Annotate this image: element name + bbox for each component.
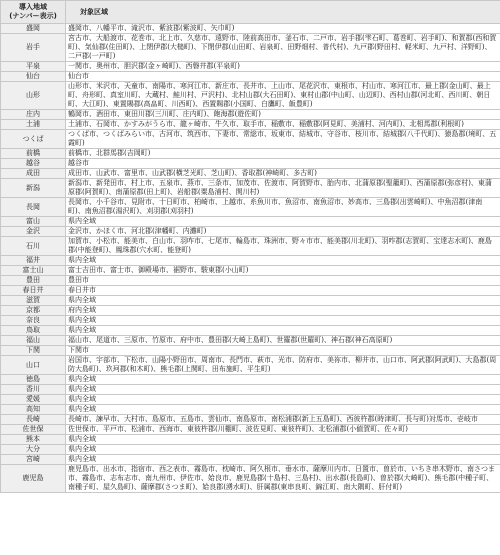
table-row bbox=[1, 296, 500, 306]
table-row bbox=[1, 465, 500, 493]
table-row bbox=[1, 266, 500, 276]
area-column-header: 対象区域 bbox=[66, 1, 500, 24]
area-cell: 仙台市 bbox=[66, 72, 500, 82]
table-row bbox=[1, 425, 500, 435]
table-row bbox=[1, 435, 500, 445]
region-cell: 土浦 bbox=[1, 120, 66, 130]
area-cell: 富士吉田市、富士市、御殿場市、裾野市、駿東郡(小山町) bbox=[66, 266, 500, 276]
table-body bbox=[1, 24, 500, 493]
region-cell: 富士山 bbox=[1, 266, 66, 276]
area-cell: 前橋市、北群馬郡(吉岡町) bbox=[66, 149, 500, 159]
region-cell: 下関 bbox=[1, 346, 66, 356]
table-row bbox=[1, 34, 500, 62]
table-row bbox=[1, 179, 500, 198]
table-row bbox=[1, 405, 500, 415]
area-cell: 県内全域 bbox=[66, 326, 500, 336]
region-cell: 越谷 bbox=[1, 159, 66, 169]
region-cell: 福井 bbox=[1, 256, 66, 266]
area-cell: 豊田市 bbox=[66, 276, 500, 286]
region-cell: 仙台 bbox=[1, 72, 66, 82]
region-column-header bbox=[1, 1, 66, 24]
table-row bbox=[1, 326, 500, 336]
area-cell: 長崎市、諫早市、大村市、島原市、五島市、雲仙市、南島原市、南松浦郡(新上五島町)、西彼杵郡(時津町、長与町)対馬市、壱岐市 bbox=[66, 415, 500, 425]
region-cell: 京都 bbox=[1, 306, 66, 316]
area-cell: 鶴岡市、酒田市、東田川郡(三川町、庄内町)、飽海郡(遊佐町) bbox=[66, 110, 500, 120]
region-cell: 鹿児島 bbox=[1, 465, 66, 493]
table-row bbox=[1, 110, 500, 120]
table-row bbox=[1, 237, 500, 256]
area-cell: 県内全域 bbox=[66, 217, 500, 227]
area-cell: 山形市、米沢市、天童市、南陽市、寒河江市、新庄市、長井市、上山市、尾花沢市、東根市、村山市、寒河江市、最上郡(金山町、最上町、舟形町、真室川町、大蔵村、鮭川村、戸沢村)、北村山郡(大石田町)、東村山郡(中山町、山辺町)、西村山郡(河北町、西川町、朝日町、大江町)、東置賜郡(高畠町、川西町)、西置賜郡(小国町、白鷹町、飯豊町) bbox=[66, 82, 500, 110]
region-cell: 香川 bbox=[1, 385, 66, 395]
area-cell: 県内全域 bbox=[66, 316, 500, 326]
region-cell: 新潟 bbox=[1, 179, 66, 198]
region-cell: つくば bbox=[1, 130, 66, 149]
table-row bbox=[1, 227, 500, 237]
table-header bbox=[1, 1, 500, 24]
area-cell: 県内全域 bbox=[66, 395, 500, 405]
table-row bbox=[1, 395, 500, 405]
region-cell: 豊田 bbox=[1, 276, 66, 286]
region-cell: 熊本 bbox=[1, 435, 66, 445]
region-cell: 前橋 bbox=[1, 149, 66, 159]
area-cell: 県内全域 bbox=[66, 296, 500, 306]
area-cell: 長岡市、小千谷市、見附市、十日町市、柏崎市、上越市、糸魚川市、魚沼市、南魚沼市、妙高市、三島郡(出雲崎町)、中魚沼郡(津南町)、南魚沼郡(湯沢町)、刈羽郡(刈羽村) bbox=[66, 198, 500, 217]
area-cell: 新潟市、新発田市、村上市、五泉市、燕市、三条市、加茂市、佐渡市、阿賀野市、胎内市、北蒲原郡(聖籠町)、西蒲原郡(弥彦村)、東蒲原郡(阿賀町)、南蒲原郡(田上町)、岩船郡(粟島浦村、関川村) bbox=[66, 179, 500, 198]
area-cell: 越谷市 bbox=[66, 159, 500, 169]
area-cell: 金沢市、かほく市、河北郡(津幡町、内灘町) bbox=[66, 227, 500, 237]
table-row bbox=[1, 120, 500, 130]
area-cell: 宮古市、大船渡市、花巻市、北上市、久慈市、遠野市、陸前高田市、釜石市、二戸市、岩手郡(雫石町、葛巻町、岩手町)、和賀郡(西和賀町)、気仙郡(住田町)、上閉伊郡(大槌町)、下閉伊郡(山田町、岩泉町、田野畑村、普代村)、九戸郡(野田村、軽米町、九戸村、洋野町)、二戸郡(一戸町) bbox=[66, 34, 500, 62]
area-cell: 県内全域 bbox=[66, 405, 500, 415]
region-cell: 富山 bbox=[1, 217, 66, 227]
region-cell: 春日井 bbox=[1, 286, 66, 296]
region-cell: 平泉 bbox=[1, 62, 66, 72]
table-row bbox=[1, 385, 500, 395]
table-row bbox=[1, 217, 500, 227]
table-row bbox=[1, 24, 500, 34]
table-row bbox=[1, 455, 500, 465]
area-cell: 春日井市 bbox=[66, 286, 500, 296]
table-row bbox=[1, 316, 500, 326]
region-cell: 宮崎 bbox=[1, 455, 66, 465]
area-cell: つくば市、つくばみらい市、古河市、筑西市、下妻市、常総市、坂東市、結城市、守谷市、桜川市、結城郡(八千代町)、猿島郡(境町、五霞町) bbox=[66, 130, 500, 149]
region-cell: 山形 bbox=[1, 82, 66, 110]
table-row bbox=[1, 286, 500, 296]
table-row bbox=[1, 159, 500, 169]
table-row bbox=[1, 198, 500, 217]
table-row bbox=[1, 256, 500, 266]
area-cell: 福山市、尾道市、三原市、竹原市、府中市、豊田郡(大崎上島町)、世羅郡(世羅町)、神石郡(神石高原町) bbox=[66, 336, 500, 346]
region-cell: 長岡 bbox=[1, 198, 66, 217]
table-row bbox=[1, 149, 500, 159]
table-row bbox=[1, 445, 500, 455]
region-cell: 金沢 bbox=[1, 227, 66, 237]
table-row bbox=[1, 415, 500, 425]
area-cell: 県内全域 bbox=[66, 256, 500, 266]
area-cell: 県内全域 bbox=[66, 375, 500, 385]
region-cell: 愛媛 bbox=[1, 395, 66, 405]
region-cell: 滋賀 bbox=[1, 296, 66, 306]
region-header-line1: 導入地域 bbox=[19, 3, 47, 11]
region-cell: 長崎 bbox=[1, 415, 66, 425]
area-cell: 県内全域 bbox=[66, 445, 500, 455]
area-cell: 成田市、山武市、富里市、山武郡(横芝光町、芝山町)、香取郡(神崎町、多古町) bbox=[66, 169, 500, 179]
table-row bbox=[1, 276, 500, 286]
table-row bbox=[1, 375, 500, 385]
table-row bbox=[1, 62, 500, 72]
area-cell: 下関市 bbox=[66, 346, 500, 356]
region-cell: 奈良 bbox=[1, 316, 66, 326]
region-cell: 福山 bbox=[1, 336, 66, 346]
region-cell: 盛岡 bbox=[1, 24, 66, 34]
area-cell: 佐世保市、平戸市、松浦市、西海市、東彼杵郡(川棚町、波佐見町、東彼杵町)、北松浦郡(小値賀町、佐々町) bbox=[66, 425, 500, 435]
region-cell: 高知 bbox=[1, 405, 66, 415]
area-cell: 加賀市、小松市、能美市、白山市、羽咋市、七尾市、輪島市、珠洲市、野々市市、能美郡(川北町)、羽咋郡(志賀町、宝達志水町)、鹿島郡(中能登町)、鳳珠郡(穴水町、能登町) bbox=[66, 237, 500, 256]
table-row bbox=[1, 130, 500, 149]
area-cell: 岩国市、宇部市、下松市、山陽小野田市、周南市、長門市、萩市、光市、防府市、美祢市、柳井市、山口市、阿武郡(阿武町)、大島郡(周防大島町)、玖珂郡(和木町)、熊毛郡(上関町、田布施町、平生町) bbox=[66, 356, 500, 375]
region-cell: 岩手 bbox=[1, 34, 66, 62]
region-cell: 大分 bbox=[1, 445, 66, 455]
area-cell: 一関市、奥州市、胆沢郡(金ヶ崎町)、西磐井郡(平泉町) bbox=[66, 62, 500, 72]
area-cell: 盛岡市、八幡平市、滝沢市、紫波郡(紫波町、矢巾町) bbox=[66, 24, 500, 34]
region-cell: 庄内 bbox=[1, 110, 66, 120]
region-cell: 佐世保 bbox=[1, 425, 66, 435]
area-cell: 県内全域 bbox=[66, 435, 500, 445]
table-row bbox=[1, 306, 500, 316]
region-cell: 徳島 bbox=[1, 375, 66, 385]
area-cell: 鹿児島市、出水市、指宿市、西之表市、霧島市、枕崎市、阿久根市、垂水市、薩摩川内市、日置市、曽於市、いちき串木野市、南さつま市、霧島市、志布志市、南九州市、伊佐市、姶良市、鹿児島郡(十島村、三島村)、出水郡(長島町)、曽於郡(大崎町)、熊毛郡(中種子町、南種子町、屋久島町)、薩摩郡(さつま町)、姶良郡(湧水町)、肝属郡(東串良町、錦江町、南大隅町、肝付町) bbox=[66, 465, 500, 493]
table-row bbox=[1, 82, 500, 110]
table-row bbox=[1, 346, 500, 356]
table-row bbox=[1, 336, 500, 346]
table-row bbox=[1, 72, 500, 82]
region-cell: 山口 bbox=[1, 356, 66, 375]
table-row bbox=[1, 169, 500, 179]
area-cell: 県内全域 bbox=[66, 455, 500, 465]
area-cell: 府内全域 bbox=[66, 306, 500, 316]
region-header-line2: (ナンバー表示) bbox=[9, 12, 57, 20]
region-cell: 鳥取 bbox=[1, 326, 66, 336]
area-cell: 県内全域 bbox=[66, 385, 500, 395]
region-cell: 成田 bbox=[1, 169, 66, 179]
area-cell: 土浦市、石岡市、かすみがうら市、龍ヶ崎市、牛久市、取手市、稲敷市、稲敷郡(阿見町、美浦村、河内町)、北相馬郡(利根町) bbox=[66, 120, 500, 130]
header-row bbox=[1, 1, 500, 24]
region-cell: 石川 bbox=[1, 237, 66, 256]
table-row bbox=[1, 356, 500, 375]
